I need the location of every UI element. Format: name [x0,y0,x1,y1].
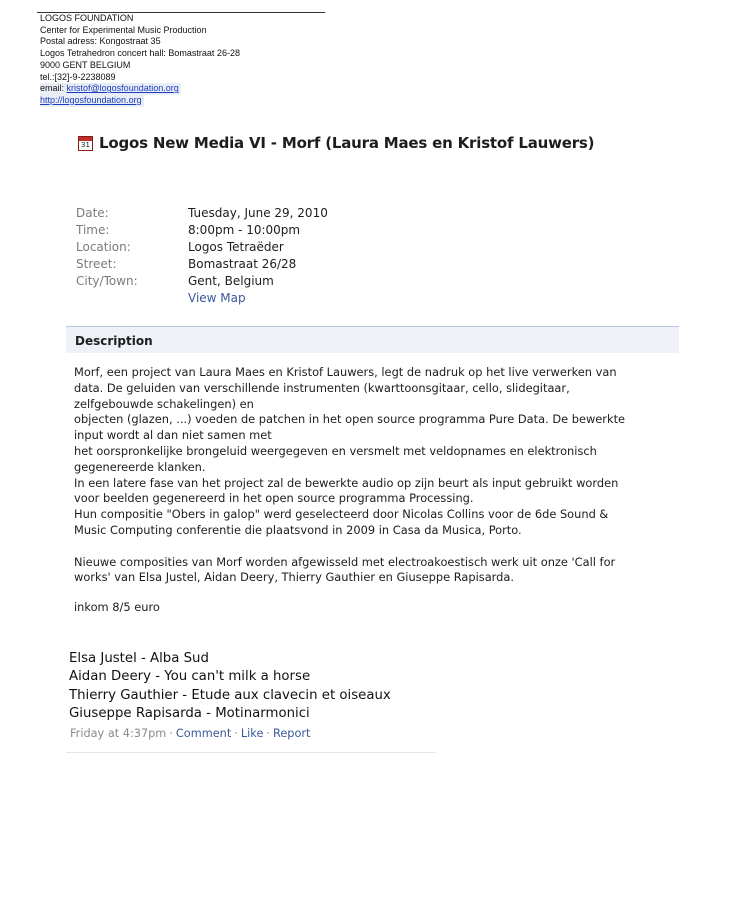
report-link[interactable]: Report [273,727,311,740]
description-line: het oorspronkelijke brongeluid weergegeven en versmelt met veldopnames en elektronisch [74,443,597,458]
view-map-link[interactable]: View Map [188,291,246,305]
description-line: Morf, een project van Laura Maes en Kristof Lauwers, legt de nadruk op het live verwerken van [74,365,617,379]
description-line: In een latere fase van het project zal de bewerkte audio op zijn beurt als input gebruikt worden [74,475,619,490]
description-header [66,326,679,353]
letterhead [40,13,240,107]
letterhead-line: LOGOS FOUNDATION [40,13,134,23]
description-line: data. De geluiden van verschillende instrumenten (kwarttoonsgitaar, cello, slidegitaar, [74,380,570,395]
event-details [76,205,328,307]
location-label: Location: [76,240,131,254]
email-row [40,83,181,95]
description-line: zelfgebouwde schakelingen) en [74,396,254,411]
works-item: Elsa Justel - Alba Sud [69,651,209,666]
event-header [78,134,594,152]
post-footer [70,727,310,740]
separator-dot: · [169,727,173,740]
works-list [69,650,391,723]
date-label: Date: [76,206,109,220]
description-line: Nieuwe composities van Morf worden afgewisseld met electroakoestisch werk uit onze 'Call for [74,554,616,569]
letterhead-line: 9000 GENT BELGIUM [40,59,131,70]
city-label: City/Town: [76,274,138,288]
description-line: voor beelden gegenereerd in het open source programma Processing. [74,491,474,506]
description-line: objecten (glazen, ...) voeden de patchen in het open source programma Pure Data. De bewerkte [74,412,626,427]
website-link[interactable]: http://logosfoundation.org [40,94,142,105]
description-line: Hun compositie "Obers in galop" werd geselecteerd door Nicolas Collins voor de 6de Sound & [74,507,609,522]
time-value: 8:00pm - 10:00pm [188,223,301,237]
street-label: Street: [76,257,117,271]
separator-dot: · [266,727,270,740]
street-value: Bomastraat 26/28 [188,257,297,271]
location-value: Logos Tetraëder [188,240,284,254]
like-link[interactable]: Like [240,727,264,740]
letterhead-line: Logos Tetrahedron concert hall: Bomastraat 26-28 [40,48,240,59]
letterhead-rule [37,12,325,13]
works-item: Thierry Gauthier - Etude aux clavecin et oiseaux [69,687,391,703]
bottom-divider [66,752,436,753]
works-item: Giuseppe Rapisarda - Motinarmonici [69,705,310,721]
city-value: Gent, Belgium [188,274,274,288]
description-line: input wordt al dan niet samen met [74,428,272,443]
time-row [76,222,328,239]
entry-price: inkom 8/5 euro [74,600,160,615]
location-row [76,239,328,256]
description-line: works' van Elsa Justel, Aidan Deery, Thierry Gauthier en Giuseppe Rapisarda. [74,570,514,585]
description-heading: Description [75,334,153,348]
city-row [76,273,328,290]
calendar-icon [78,136,93,151]
post-timestamp: Friday at 4:37pm [70,727,167,740]
date-value: Tuesday, June 29, 2010 [188,206,328,220]
event-title: Logos New Media VI - Morf (Laura Maes en Kristof Lauwers) [99,134,595,152]
letterhead-line: Center for Experimental Music Production [40,24,207,35]
letterhead-line: tel.:[32]-9-2238089 [40,71,116,82]
time-label: Time: [76,223,110,237]
calendar-icon-number: 31 [81,140,90,149]
comment-link[interactable]: Comment [175,727,232,740]
works-item: Aidan Deery - You can't milk a horse [69,669,311,685]
description-line: Music Computing conferentie die plaatsvond in 2009 in Casa da Musica, Porto. [74,522,522,537]
separator-dot: · [234,727,238,740]
description-line: gegenereerde klanken. [74,459,206,474]
email-label: email: [40,83,65,94]
letterhead-line: Postal adress: Kongostraat 35 [40,36,161,47]
description-body [74,365,664,616]
street-row [76,256,328,273]
email-link[interactable]: kristof@logosfoundation.org [66,83,179,94]
date-row [76,205,328,222]
